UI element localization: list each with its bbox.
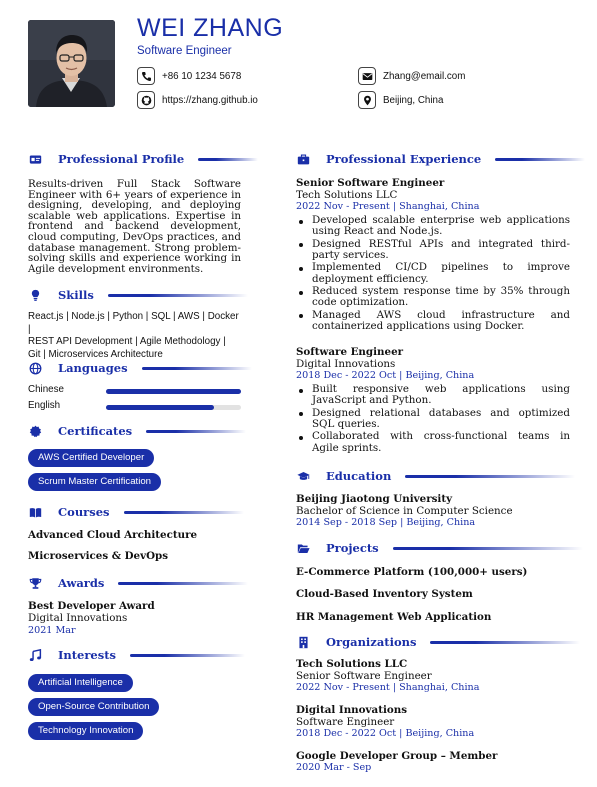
project-item: HR Management Web Application (296, 611, 492, 623)
language-name: Chinese (28, 384, 64, 395)
job-bullet: Built responsive web applications using JavaScript and Python. (296, 384, 570, 406)
experience-entry (296, 177, 570, 334)
job-bullet: Reduced system response time by 35% through code optimization. (296, 286, 570, 308)
location-pin-icon (358, 91, 376, 109)
lightbulb-icon (28, 288, 42, 302)
organization-role: Senior Software Engineer (296, 670, 432, 682)
email-text: Zhang@email.com (383, 70, 466, 82)
section-divider (405, 475, 575, 478)
section-title-interests: Interests (58, 648, 117, 662)
language-level-bar (106, 405, 241, 410)
profile-photo (28, 20, 115, 107)
job-bullets (296, 215, 570, 332)
section-divider (118, 582, 248, 585)
job-bullet: Collaborated with cross-functional teams in Agile sprints. (296, 431, 570, 453)
envelope-icon (358, 67, 376, 85)
job-bullets (296, 384, 570, 454)
contact-github[interactable] (137, 91, 258, 109)
organization-date: 2022 Nov - Present | Shanghai, China (296, 682, 480, 693)
location-text: Beijing, China (383, 94, 444, 106)
graduation-cap-icon (296, 469, 310, 483)
section-divider (393, 547, 583, 550)
job-company: Digital Innovations (296, 358, 396, 370)
award-organization: Digital Innovations (28, 612, 128, 624)
organization-entry (296, 750, 570, 773)
organization-entry (296, 658, 570, 693)
contact-email[interactable] (358, 67, 465, 85)
organization-name: Tech Solutions LLC (296, 658, 408, 670)
job-title: Senior Software Engineer (296, 177, 445, 189)
trophy-icon (28, 576, 42, 590)
github-text: https://zhang.github.io (162, 94, 258, 106)
award-date: 2021 Mar (28, 625, 76, 636)
section-title-courses: Courses (58, 505, 110, 519)
book-icon (28, 505, 42, 519)
language-level-fill (106, 405, 214, 410)
job-date: 2022 Nov - Present | Shanghai, China (296, 201, 480, 212)
contact-location (358, 91, 443, 109)
section-title-organizations: Organizations (326, 635, 417, 649)
contact-phone[interactable] (137, 67, 241, 85)
section-title-experience: Professional Experience (326, 152, 482, 166)
github-icon (137, 91, 155, 109)
section-header-awards (28, 575, 248, 591)
organization-date: 2018 Dec - 2022 Oct | Beijing, China (296, 728, 475, 739)
degree: Bachelor of Science in Computer Science (296, 505, 513, 517)
interest-tag: Technology Innovation (28, 722, 143, 740)
section-header-education (296, 468, 575, 484)
section-title-certificates: Certificates (58, 424, 133, 438)
folder-open-icon (296, 541, 310, 555)
section-header-skills (28, 287, 248, 303)
section-title-awards: Awards (58, 576, 105, 590)
course-item: Microservices & DevOps (28, 550, 169, 562)
section-header-languages (28, 360, 252, 376)
section-header-profile (28, 151, 258, 167)
job-bullet: Designed relational databases and optimized SQL queries. (296, 408, 570, 430)
section-title-skills: Skills (58, 288, 94, 302)
organization-role: Software Engineer (296, 716, 395, 728)
job-title: Software Engineer (296, 346, 404, 358)
experience-entry (296, 346, 570, 455)
education-date: 2014 Sep - 2018 Sep | Beijing, China (296, 517, 476, 528)
job-bullet: Designed RESTful APIs and integrated third-party services. (296, 239, 570, 261)
language-level-bar (106, 389, 241, 394)
section-title-education: Education (326, 469, 392, 483)
section-header-projects (296, 540, 583, 556)
skills-line: React.js | Node.js | Python | SQL | AWS | Docker | (28, 311, 239, 335)
section-header-organizations (296, 634, 580, 650)
skills-line: REST API Development | Agile Methodology | (28, 336, 226, 348)
section-divider (124, 511, 244, 514)
certificate-tag: AWS Certified Developer (28, 449, 154, 467)
briefcase-icon (296, 152, 310, 166)
job-bullet: Developed scalable enterprise web applications using React and Node.js. (296, 215, 570, 237)
section-divider (146, 430, 246, 433)
section-title-projects: Projects (326, 541, 379, 555)
skills-line: Git | Microservices Architecture (28, 349, 163, 361)
phone-icon (137, 67, 155, 85)
section-divider (130, 654, 245, 657)
candidate-title: Software Engineer (137, 45, 232, 57)
language-name: English (28, 400, 61, 411)
certificate-tag: Scrum Master Certification (28, 473, 161, 491)
section-divider (198, 158, 258, 161)
section-divider (495, 158, 585, 161)
section-divider (142, 367, 252, 370)
globe-icon (28, 361, 42, 375)
building-icon (296, 635, 310, 649)
candidate-name: WEI ZHANG (137, 14, 284, 42)
language-level-fill (106, 389, 241, 394)
interest-tag: Open-Source Contribution (28, 698, 159, 716)
section-header-interests (28, 647, 245, 663)
organization-date: 2020 Mar - Sep (296, 762, 372, 773)
badge-icon (28, 424, 42, 438)
education-entry (296, 493, 570, 528)
interest-tag: Artificial Intelligence (28, 674, 133, 692)
music-note-icon (28, 648, 42, 662)
school-name: Beijing Jiaotong University (296, 493, 453, 505)
course-item: Advanced Cloud Architecture (28, 529, 198, 541)
project-item: E-Commerce Platform (100,000+ users) (296, 566, 528, 578)
job-date: 2018 Dec - 2022 Oct | Beijing, China (296, 370, 475, 381)
section-header-courses (28, 504, 244, 520)
job-company: Tech Solutions LLC (296, 189, 398, 201)
phone-text: +86 10 1234 5678 (162, 70, 242, 82)
profile-summary: Results-driven Full Stack Software Engineer with 6+ years of experience in designing, developing, and deploying scalable web applications. Expertise in frontend and backend development, cloud computing, DevOps practices, and database management. Strong problem-solving skills and experience working in Agile development environments. (28, 178, 241, 275)
id-card-icon (28, 152, 42, 166)
award-title: Best Developer Award (28, 600, 155, 612)
job-bullet: Implemented CI/CD pipelines to improve deployment efficiency. (296, 262, 570, 284)
project-item: Cloud-Based Inventory System (296, 588, 473, 600)
section-divider (430, 641, 580, 644)
job-bullet: Managed AWS cloud infrastructure and containerized applications using Docker. (296, 310, 570, 332)
section-header-experience (296, 151, 585, 167)
section-title-profile: Professional Profile (58, 152, 185, 166)
section-title-languages: Languages (58, 361, 128, 375)
section-header-certificates (28, 423, 246, 439)
section-divider (108, 294, 248, 297)
skills-list (28, 311, 243, 362)
organization-entry (296, 704, 570, 739)
organization-name: Google Developer Group – Member (296, 750, 498, 762)
organization-name: Digital Innovations (296, 704, 408, 716)
